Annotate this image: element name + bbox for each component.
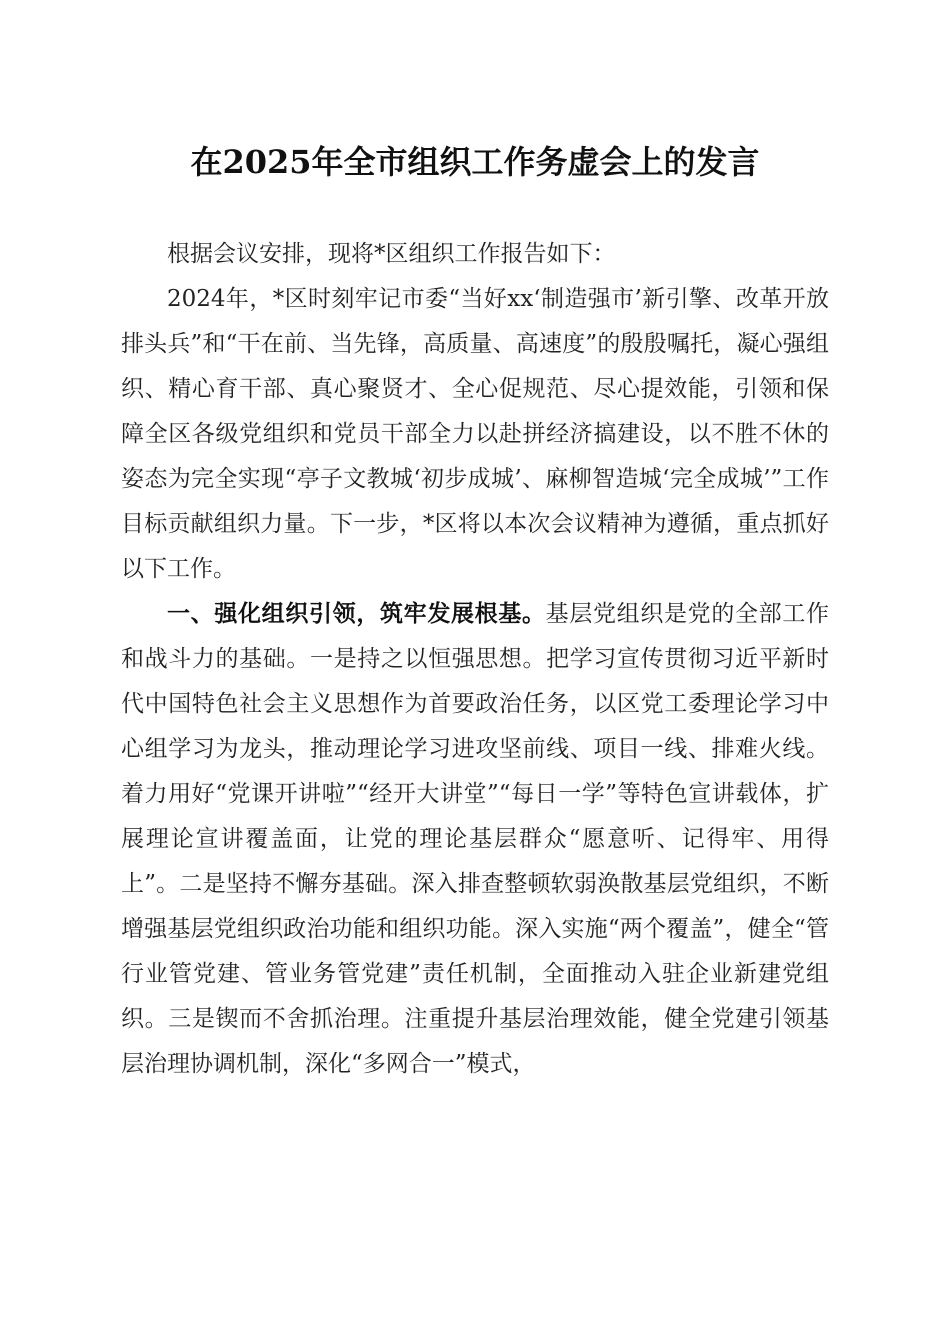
document-title: 在2025年全市组织工作务虚会上的发言	[190, 143, 760, 181]
paragraph-text: 2024年，*区时刻牢记市委“当好xx‘制造强市’新引擎、改革开放排头兵”和“干在前、当先锋，高质量、高速度”的殷殷嘱托，凝心强组织、精心育干部、真心聚贤才、全心促规范、尽心提效能，引领和保障全区各级党组织和党员干部全力以赴拼经济搞建设，以不胜不休的姿态为完全实现“亭子文教城‘初步成城’、麻柳智造城‘完全成城’”工作目标贡献组织力量。下一步，*区将以本次会议精神为遵循，重点抓好以下工作。	[121, 286, 829, 582]
paragraph-text: 基层党组织是党的全部工作和战斗力的基础。一是持之以恒强思想。把学习宣传贯彻习近平新时代中国特色社会主义思想作为首要政治任务，以区党工委理论学习中心组学习为龙头，推动理论学习进攻坚前线、项目一线、排难火线。着力用好“党课开讲啦”“经开大讲堂”“每日一学”等特色宣讲载体，扩展理论宣讲覆盖面，让党的理论基层群众“愿意听、记得牢、用得上”。二是坚持不懈夯基础。深入排查整顿软弱涣散基层党组织，不断增强基层党组织政治功能和组织功能。深入实施“两个覆盖”，健全“管行业管党建、管业务管党建”责任机制，全面推动入驻企业新建党组织。三是锲而不舍抓治理。注重提升基层治理效能，健全党建引领基层治理协调机制，深化“多网合一”模式，	[121, 601, 830, 1077]
paragraph-summary	[121, 277, 829, 592]
section-heading: 一、强化组织引领，筑牢发展根基。	[167, 601, 546, 627]
document-body	[121, 232, 829, 1087]
paragraph-intro	[121, 232, 829, 277]
paragraph-text: 根据会议安排，现将*区组织工作报告如下：	[167, 241, 616, 267]
paragraph-section-one	[121, 592, 829, 1087]
